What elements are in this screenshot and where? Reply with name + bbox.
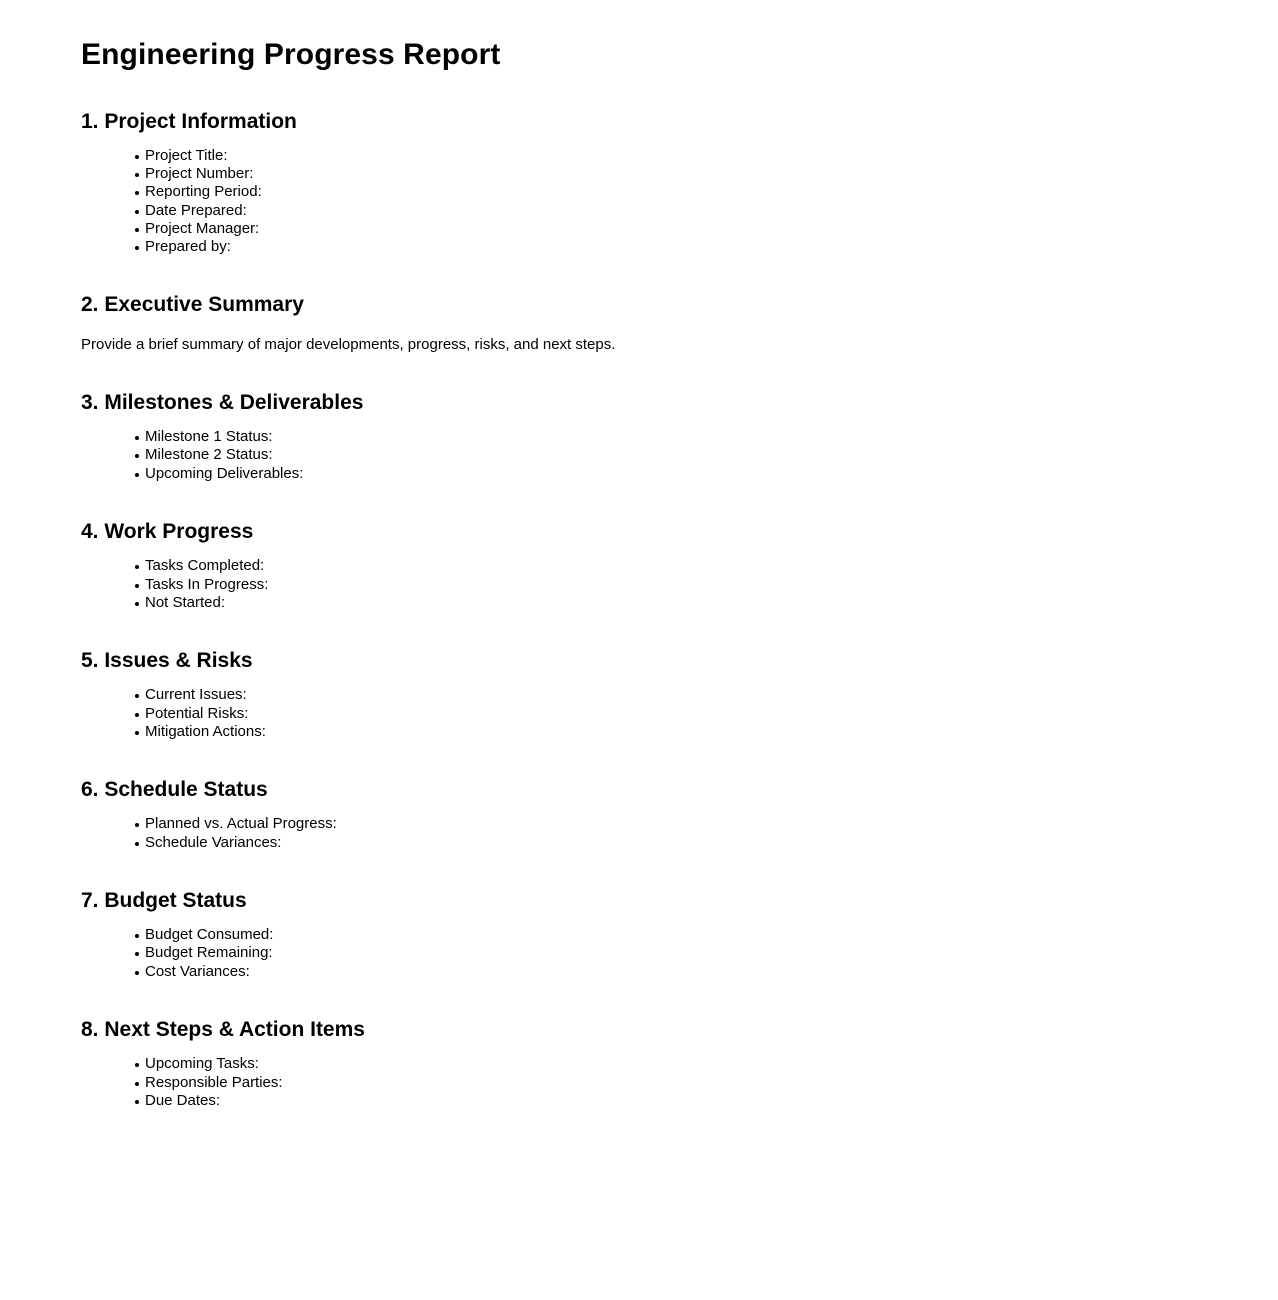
document-section	[81, 292, 1278, 353]
document-section	[81, 109, 1278, 257]
document-section	[81, 390, 1278, 483]
list-item: Tasks In Progress:	[81, 576, 1278, 594]
list-item: Responsible Parties:	[81, 1074, 1278, 1092]
document-section	[81, 519, 1278, 612]
section-heading: 2. Executive Summary	[81, 293, 304, 317]
list-item: Project Manager:	[81, 220, 1278, 238]
document-section	[81, 888, 1278, 981]
document-section	[81, 1017, 1278, 1110]
section-bullet-list	[81, 926, 1278, 981]
list-item: Upcoming Deliverables:	[81, 465, 1278, 483]
section-bullet-list	[81, 686, 1278, 741]
list-item: Due Dates:	[81, 1092, 1278, 1110]
list-item: Project Number:	[81, 165, 1278, 183]
list-item: Prepared by:	[81, 238, 1278, 256]
list-item: Project Title:	[81, 147, 1278, 165]
section-heading: 4. Work Progress	[81, 520, 254, 544]
list-item: Budget Remaining:	[81, 944, 1278, 962]
section-heading: 5. Issues & Risks	[81, 649, 253, 673]
list-item: Reporting Period:	[81, 183, 1278, 201]
section-paragraph: Provide a brief summary of major developments, progress, risks, and next steps.	[81, 335, 616, 353]
document-section	[81, 777, 1278, 852]
page-title: Engineering Progress Report	[81, 38, 501, 71]
list-item: Upcoming Tasks:	[81, 1055, 1278, 1073]
section-bullet-list	[81, 147, 1278, 257]
list-item: Current Issues:	[81, 686, 1278, 704]
section-heading: 8. Next Steps & Action Items	[81, 1018, 365, 1042]
list-item: Milestone 2 Status:	[81, 446, 1278, 464]
document-section	[81, 648, 1278, 741]
list-item: Date Prepared:	[81, 202, 1278, 220]
section-heading: 7. Budget Status	[81, 888, 247, 912]
document-sections	[81, 109, 1278, 1111]
list-item: Tasks Completed:	[81, 557, 1278, 575]
section-heading: 6. Schedule Status	[81, 778, 268, 802]
list-item: Cost Variances:	[81, 963, 1278, 981]
section-heading: 1. Project Information	[81, 109, 297, 133]
section-bullet-list	[81, 815, 1278, 852]
list-item: Schedule Variances:	[81, 834, 1278, 852]
section-bullet-list	[81, 428, 1278, 483]
list-item: Planned vs. Actual Progress:	[81, 815, 1278, 833]
section-heading: 3. Milestones & Deliverables	[81, 390, 364, 414]
list-item: Potential Risks:	[81, 705, 1278, 723]
section-bullet-list	[81, 1055, 1278, 1110]
list-item: Not Started:	[81, 594, 1278, 612]
list-item: Budget Consumed:	[81, 926, 1278, 944]
list-item: Milestone 1 Status:	[81, 428, 1278, 446]
section-bullet-list	[81, 557, 1278, 612]
list-item: Mitigation Actions:	[81, 723, 1278, 741]
